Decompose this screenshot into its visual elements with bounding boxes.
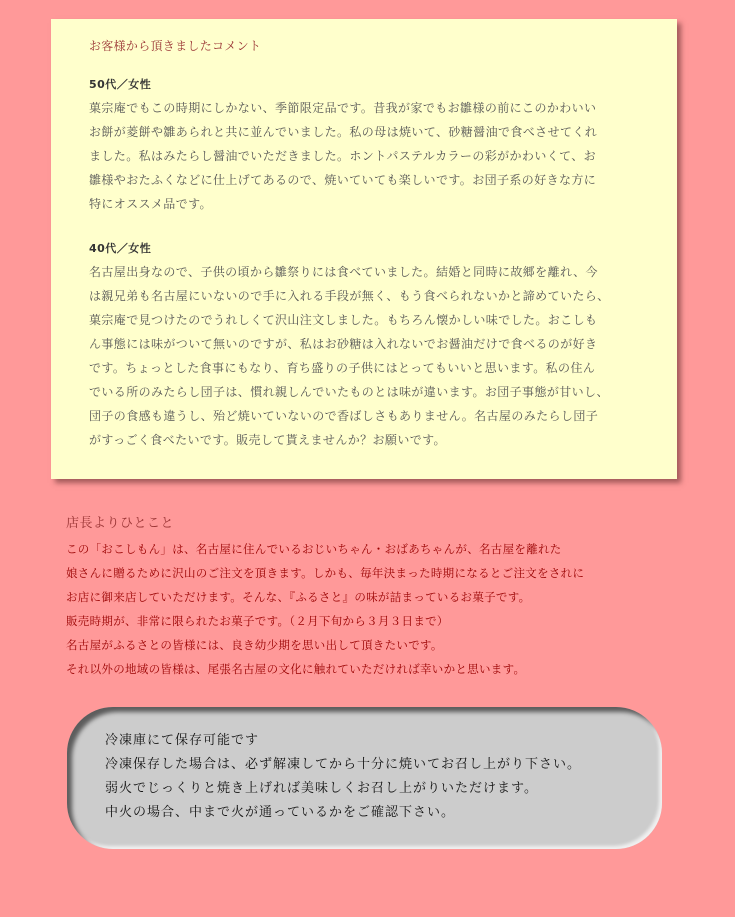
storage-line: 冷凍庫にて保存可能です <box>105 733 260 748</box>
comment-line: 菓宗庵で見つけたのでうれしくて沢山注文しました。もちろん懐かしい味でした。おこしも <box>89 313 598 327</box>
comment-line: です。ちょっとした食事にもなり、育ち盛りの子供にはとってもいいと思います。私の住ん <box>89 361 596 375</box>
comment-author: 40代／女性 <box>89 242 152 255</box>
owner-line: 名古屋がふるさとの皆様には、良き幼少期を思い出して頂きたいです。 <box>66 638 443 652</box>
owner-message-section <box>66 512 696 681</box>
owner-line: この「おこしもん」は、名古屋に住んでいるおじいちゃん・おばあちゃんが、名古屋を離れた <box>66 542 562 556</box>
owner-line: 娘さんに贈るために沢山のご注文を頂きます。しかも、毎年決まった時期になるとご注文をされに <box>66 566 585 580</box>
storage-instructions-box <box>67 707 662 849</box>
comment-line: ん事態には味がついて無いのですが、私はお砂糖は入れないでお醤油だけで食べるのが好き <box>89 337 598 351</box>
comment-line: でいる所のみたらし団子は、慣れ親しんでいたものとは味が違います。お団子事態が甘いし、 <box>89 385 609 399</box>
owner-line: 販売時期が、非常に限られたお菓子です。（２月下旬から３月３日まで） <box>66 614 449 628</box>
comment-text <box>89 260 677 452</box>
comment-item <box>89 240 677 452</box>
comment-item <box>89 76 677 216</box>
comment-line: 団子の食感も違うし、殆ど焼いていないので香ばしさもありません。名古屋のみたらし団子 <box>89 409 599 423</box>
owner-line: お店に御来店していただけます。そんな、『ふるさと』の味が詰まっているお菓子です。 <box>66 590 531 604</box>
owner-line: それ以外の地域の皆様は、尾張名古屋の文化に触れていただければ幸いかと思います。 <box>66 662 526 676</box>
comment-line: 名古屋出身なので、子供の頃から雛祭りには食べていました。結婚と同時に故郷を離れ、今 <box>89 265 598 279</box>
comment-line: 雛様やおたふくなどに仕上げてあるので、焼いていても楽しいです。お団子系の好きな方に <box>89 173 597 187</box>
storage-line: 中火の場合、中まで火が通っているかをご確認下さい。 <box>105 805 456 820</box>
comment-line: がすっごく食べたいです。販売して貰えませんか？お願いです。 <box>89 433 446 447</box>
comment-line: ました。私はみたらし醤油でいただきました。ホントパステルカラーの彩がかわいくて、お <box>89 149 597 163</box>
comment-line: お餅が菱餅や雛あられと共に並んでいました。私の母は焼いて、砂糖醤油で食べさせてくれ <box>89 125 598 139</box>
comment-author: 50代／女性 <box>89 78 152 91</box>
comment-line: は親兄弟も名古屋にいないので手に入れる手段が無く、もう食べられないかと諦めていたら、 <box>89 289 610 303</box>
owner-heading: 店長よりひとこと <box>66 516 175 531</box>
comment-line: 菓宗庵でもこの時期にしかない、季節限定品です。昔我が家でもお雛様の前にこのかわいい <box>89 101 597 115</box>
storage-line: 冷凍保存した場合は、必ず解凍してから十分に焼いてお召し上がり下さい。 <box>105 757 582 772</box>
storage-line: 弱火でじっくりと焼き上げれば美味しくお召し上がりいただけます。 <box>105 781 538 796</box>
comment-line: 特にオススメ品です。 <box>89 197 212 211</box>
comment-text <box>89 96 677 216</box>
customer-comments-box <box>51 19 677 479</box>
comments-heading: お客様から頂きましたコメント <box>89 39 262 53</box>
owner-message-text <box>66 537 696 681</box>
